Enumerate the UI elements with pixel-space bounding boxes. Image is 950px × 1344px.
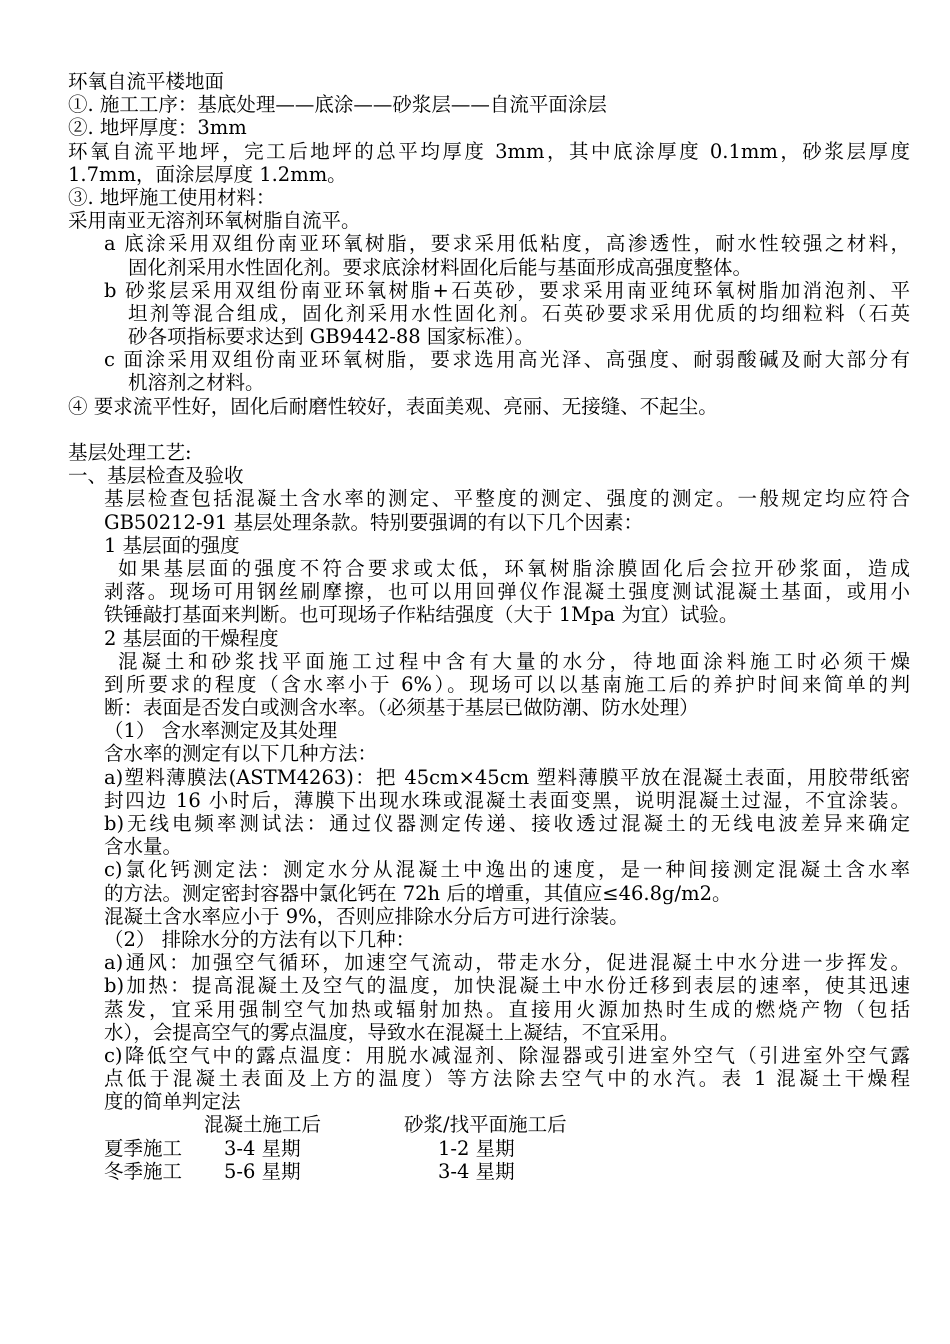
method-b: b)无线电频率测试法：通过仪器测定传递、接收透过混凝土的无线电波差异来确定 [104,812,910,835]
paragraph-line: 到所要求的程度（含水率小于 6%）。现场可以以基南施工后的养护时间来简单的判 [104,672,910,696]
base-treatment-title: 基层处理工艺: [68,441,192,464]
table-header-row [68,1113,910,1136]
paragraph-line: 采用南亚无溶剂环氧树脂自流平。 [68,209,361,233]
heading-base-dryness: 2 基层面的干燥程度 [104,626,279,650]
subheading-water-removal: （2） 排除水分的方法有以下几种： [104,927,416,951]
section-requirements: ④ 要求流平性好，固化后耐磨性较好，表面美观、亮丽、无接缝、不起尘。 [68,394,718,418]
section-materials: ③. 地坪施工使用材料： [68,185,276,209]
table-header-concrete: 混凝土施工后 [204,1113,322,1137]
paragraph-line: 铁锤敲打基面来判断。也可现场子作粘结强度（大于 1Mpa 为宜）试验。 [104,603,739,627]
removal-method-c-cont: 点低于混凝土表面及上方的温度）等方法除去空气中的水汽。表 1 混凝土干燥程 [104,1067,910,1091]
table-cell-mortar: 3-4 星期 [438,1159,515,1183]
document-title: 环氧自流平楼地面 [68,70,225,93]
table-cell-season: 夏季施工 [104,1136,183,1160]
removal-method-c-cont: 度的简单判定法 [104,1090,241,1114]
paragraph-line: 环氧自流平地坪，完工后地坪的总平均厚度 3mm，其中底涂厚度 0.1mm，砂浆层厚度 [68,139,910,163]
document-page [68,70,910,1183]
paragraph-line: 基层检查包括混凝土含水率的测定、平整度的测定、强度的测定。一般规定均应符合 [104,487,910,511]
subheading-moisture-test: （1） 含水率测定及其处理 [104,719,338,743]
table-row [68,1137,910,1160]
material-item-b-cont: 坦剂等混合组成，固化剂采用水性固化剂。石英砂要求采用优质的均细粒料（石英 [128,301,910,325]
moisture-note: 混凝土含水率应小于 9%，否则应排除水分后方可进行涂装。 [104,904,629,928]
removal-method-b-cont: 蒸发，宜采用强制空气加热或辐射加热。直接用火源加热时生成的燃烧产物（包括 [104,997,910,1021]
table-cell-concrete: 3-4 星期 [224,1136,301,1160]
table-header-mortar: 砂浆/找平面施工后 [404,1113,567,1137]
paragraph-line: 剥落。现场可用钢丝刷摩擦，也可以用回弹仪作混凝土强度测试混凝土基面，或用小 [104,580,910,604]
method-c-cont: 的方法。测定密封容器中氯化钙在 72h 后的增重，其值应≤46.8g/m2。 [104,881,732,905]
paragraph-line: 含水率的测定有以下几种方法： [104,742,378,766]
table-cell-season: 冬季施工 [104,1159,183,1183]
table-row [68,1160,910,1183]
paragraph-line: GB50212-91 基层处理条款。特别要强调的有以下几个因素： [104,510,644,534]
material-item-a-cont: 固化剂采用水性固化剂。要求底涂材料固化后能与基面形成高强度整体。 [128,255,753,279]
material-item-c-cont: 机溶剂之材料。 [128,371,265,395]
table-cell-concrete: 5-6 星期 [224,1159,301,1183]
paragraph-line: 1.7mm，面涂层厚度 1.2mm。 [68,162,347,186]
section-construction-procedure: ①. 施工工序：基底处理——底涂——砂浆层——自流平面涂层 [68,93,607,117]
heading-base-strength: 1 基层面的强度 [104,533,240,557]
method-c: c)氯化钙测定法：测定水分从混凝土中逸出的速度，是一种间接测定混凝土含水率 [104,858,910,882]
paragraph-line: 断：表面是否发白或测含水率。（必须基于基层已做防潮、防水处理） [104,696,699,720]
material-item-b: b 砂浆层采用双组份南亚环氧树脂+石英砂，要求采用南亚纯环氧树脂加消泡剂、平 [104,278,910,302]
heading-base-inspection: 一、基层检查及验收 [68,464,244,488]
removal-method-b-cont: 水），会提高空气的雾点温度，导致水在混凝土上凝结，不宜采用。 [104,1020,680,1044]
section-floor-thickness: ②. 地坪厚度：3mm [68,116,247,140]
removal-method-b: b)加热：提高混凝土及空气的温度，加快混凝土中水份迁移到表层的速率，使其迅速 [104,974,910,998]
table-cell-mortar: 1-2 星期 [438,1136,515,1160]
material-item-c: c 面涂采用双组份南亚环氧树脂，要求选用高光泽、高强度、耐弱酸碱及耐大部分有 [104,348,910,372]
material-item-b-cont: 砂各项指标要求达到 GB9442-88 国家标准）。 [128,325,535,349]
paragraph-line: 如果基层面的强度不符合要求或太低，环氧树脂涂膜固化后会拉开砂浆面，造成 [118,556,910,580]
removal-method-a: a)通风：加强空气循环，加速空气流动，带走水分，促进混凝土中水分进一步挥发。 [104,951,910,975]
method-b-cont: 含水量。 [104,835,183,859]
removal-method-c: c)降低空气中的露点温度：用脱水减湿剂、除湿器或引进室外空气（引进室外空气露 [104,1043,910,1067]
method-a: a)塑料薄膜法(ASTM4263)：把 45cm×45cm 塑料薄膜平放在混凝土表面，用胶带纸密 [104,765,910,789]
paragraph-line: 混凝土和砂浆找平面施工过程中含有大量的水分，待地面涂料施工时必须干燥 [118,649,910,673]
method-a-cont: 封四边 16 小时后，薄膜下出现水珠或混凝土表面变黑，说明混凝土过湿，不宜涂装。 [104,788,910,812]
material-item-a: a 底涂采用双组份南亚环氧树脂，要求采用低粘度，高渗透性，耐水性较强之材料， [104,232,910,256]
blank-line [68,418,910,441]
